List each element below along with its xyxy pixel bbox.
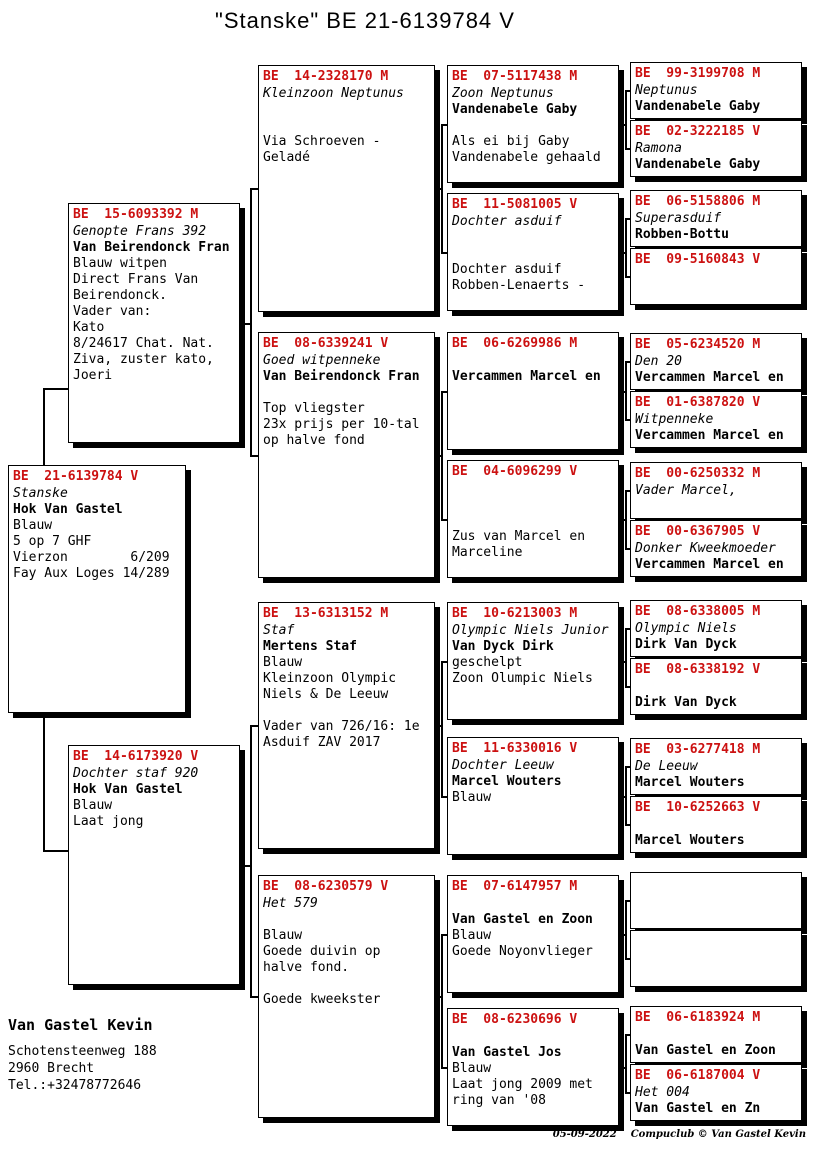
owner-phone: Tel.:+32478772646: [8, 1078, 142, 1093]
pigeon-info-line: [631, 1027, 801, 1043]
pigeon-info-line: Den 20: [635, 354, 682, 369]
pigeon-info-line: Goede Noyonvlieger: [452, 944, 593, 959]
pedigree-box-g5_13: [630, 872, 802, 929]
pigeon-info-line: [448, 497, 618, 513]
pigeon-info-line: Dirk Van Dyck: [635, 637, 737, 652]
pigeon-info-line: Vandenabele gehaald: [452, 150, 601, 165]
pedigree-box-mm: [258, 875, 435, 1118]
pigeon-info-line: Vandenabele Gaby: [635, 157, 761, 172]
pedigree-box-g5_2: [630, 120, 802, 177]
pedigree-box-father: [68, 203, 240, 443]
pigeon-info-line: Blauw: [452, 790, 492, 805]
pigeon-info-line: ring van '08: [452, 1093, 546, 1108]
pigeon-info-line: Goed witpenneke: [263, 353, 381, 368]
ring-number: BE 06-6183924 M: [635, 1010, 761, 1025]
connector-line: [625, 218, 627, 278]
ring-number: BE 15-6093392 M: [73, 207, 199, 222]
ring-number: BE 13-6313152 M: [263, 606, 389, 621]
ring-number: BE 07-6147957 M: [452, 879, 578, 894]
pigeon-info-line: Het 004: [635, 1085, 690, 1100]
pigeon-info-line: Laat jong 2009 met: [452, 1077, 593, 1092]
pedigree-box-g5_14: [630, 930, 802, 987]
pedigree-box-g5_6: [630, 391, 802, 448]
pedigree-box-g5_15: [630, 1006, 802, 1063]
connector-line: [250, 725, 252, 998]
pedigree-box-g5_8: [630, 520, 802, 577]
pigeon-info-line: [448, 896, 618, 912]
pigeon-info-line: Hok Van Gastel: [13, 502, 123, 517]
pigeon-info-line: [448, 353, 618, 369]
connector-line: [250, 996, 258, 998]
pigeon-info-line: Fay Aux Loges 14/289: [13, 566, 170, 581]
owner-block: [8, 1016, 157, 1094]
pedigree-box-g5_5: [630, 333, 802, 390]
pigeon-info-line: Het 579: [263, 896, 318, 911]
connector-line: [625, 900, 627, 960]
pigeon-info-line: Van Beirendonck Fran: [73, 240, 230, 255]
pigeon-info-line: Robben-Lenaerts -: [452, 278, 586, 293]
pigeon-info-line: [259, 102, 434, 118]
connector-line: [625, 361, 627, 421]
pigeon-info-line: Via Schroeven -: [263, 134, 381, 149]
ring-number: BE 08-6230696 V: [452, 1012, 578, 1027]
connector-line: [441, 124, 443, 254]
ring-number: BE 00-6367905 V: [635, 524, 761, 539]
pigeon-info-line: Marcel Wouters: [452, 774, 562, 789]
pigeon-info-line: Blauw: [452, 1061, 492, 1076]
ring-number: BE 04-6096299 V: [452, 464, 578, 479]
pigeon-info-line: Dochter Leeuw: [452, 758, 554, 773]
ring-number: BE 03-6277418 M: [635, 742, 761, 757]
pigeon-info-line: Neptunus: [635, 83, 698, 98]
pigeon-info-line: Van Beirendonck Fran: [263, 369, 420, 384]
pigeon-info-line: Hok Van Gastel: [73, 782, 183, 797]
pigeon-info-line: [259, 703, 434, 719]
connector-line: [625, 766, 627, 826]
pigeon-info-line: 5 op 7 GHF: [13, 534, 92, 549]
pedigree-box-g4_8: [447, 1008, 619, 1126]
pigeon-info-line: Dochter asduif: [452, 262, 562, 277]
ring-number: BE 08-6338192 V: [635, 662, 761, 677]
pigeon-info-line: Blauw witpen: [73, 256, 167, 271]
ring-number: BE 06-6187004 V: [635, 1068, 761, 1083]
pigeon-info-line: Van Gastel Jos: [452, 1045, 562, 1060]
connector-line: [441, 661, 443, 798]
pigeon-info-line: geschelpt: [452, 655, 523, 670]
pigeon-info-line: Blauw: [263, 928, 303, 943]
connector-line: [441, 391, 443, 521]
pedigree-box-g5_16: [630, 1064, 802, 1121]
connector-line: [43, 713, 45, 850]
pigeon-info-line: Marcel Wouters: [635, 775, 745, 790]
pigeon-info-line: 8/24617 Chat. Nat.: [73, 336, 214, 351]
ring-number: BE 00-6250332 M: [635, 466, 761, 481]
pedigree-box-g4_6: [447, 737, 619, 855]
pigeon-info-line: Vercammen Marcel en: [635, 557, 784, 572]
connector-line: [625, 628, 627, 688]
pigeon-info-line: [259, 385, 434, 401]
pigeon-info-line: Donker Kweekmoeder: [635, 541, 776, 556]
pigeon-info-line: Witpenneke: [635, 412, 714, 427]
pigeon-info-line: 23x prijs per 10-tal: [263, 417, 420, 432]
pedigree-box-g5_1: [630, 62, 802, 119]
pigeon-info-line: [448, 118, 618, 134]
pedigree-box-fm: [258, 332, 435, 578]
ring-number: BE 08-6338005 M: [635, 604, 761, 619]
pigeon-info-line: Vercammen Marcel en: [635, 428, 784, 443]
pigeon-info-line: Blauw: [13, 518, 53, 533]
pigeon-info-line: [448, 481, 618, 497]
pigeon-info-line: Ziva, zuster kato,: [73, 352, 214, 367]
pigeon-info-line: Goede kweekster: [263, 992, 381, 1007]
ring-number: BE 05-6234520 M: [635, 337, 761, 352]
ring-number: BE 09-5160843 V: [635, 252, 761, 267]
pedigree-box-g4_4: [447, 460, 619, 578]
pedigree-box-subject: [8, 465, 186, 713]
pigeon-info-line: Kato: [73, 320, 105, 335]
pedigree-box-g5_9: [630, 600, 802, 657]
ring-number: BE 99-3199708 M: [635, 66, 761, 81]
pigeon-info-line: Olympic Niels: [635, 621, 737, 636]
connector-line: [250, 455, 258, 457]
pedigree-box-g4_1: [447, 65, 619, 183]
pigeon-info-line: Niels & De Leeuw: [263, 687, 389, 702]
connector-line: [250, 188, 258, 190]
connector-line: [250, 725, 258, 727]
ring-number: BE 14-6173920 V: [73, 749, 199, 764]
pigeon-info-line: Vandenabele Gaby: [635, 99, 761, 114]
pigeon-info-line: Dochter staf 920: [73, 766, 199, 781]
pigeon-info-line: op halve fond: [263, 433, 365, 448]
pigeon-info-line: De Leeuw: [635, 759, 698, 774]
pigeon-info-line: Zoon Neptunus: [452, 86, 554, 101]
pedigree-box-g5_3: [630, 190, 802, 247]
connector-line: [43, 388, 68, 390]
pigeon-info-line: Vader Marcel,: [635, 483, 737, 498]
pigeon-info-line: Top vliegster: [263, 401, 365, 416]
ring-number: BE 11-5081005 V: [452, 197, 578, 212]
pigeon-info-line: halve fond.: [263, 960, 350, 975]
pigeon-info-line: Als ei bij Gaby: [452, 134, 570, 149]
footer: [553, 1129, 806, 1140]
pigeon-info-line: Van Gastel en Zoon: [452, 912, 593, 927]
pedigree-box-ff: [258, 65, 435, 312]
pigeon-info-line: Kleinzoon Neptunus: [263, 86, 404, 101]
pigeon-info-line: Ramona: [635, 141, 682, 156]
pigeon-info-line: Staf: [263, 623, 295, 638]
connector-line: [625, 1034, 627, 1094]
ring-number: BE 08-6339241 V: [263, 336, 389, 351]
pigeon-info-line: Vandenabele Gaby: [452, 102, 578, 117]
pigeon-info-line: Mertens Staf: [263, 639, 357, 654]
pedigree-box-g4_3: [447, 332, 619, 450]
pigeon-info-line: Zus van Marcel en: [452, 529, 586, 544]
pigeon-info-line: Blauw: [73, 798, 113, 813]
connector-line: [625, 90, 627, 150]
pigeon-info-line: Dochter asduif: [452, 214, 562, 229]
ring-number: BE 10-6213003 M: [452, 606, 578, 621]
pigeon-info-line: [448, 246, 618, 262]
pigeon-info-line: Laat jong: [73, 814, 144, 829]
pigeon-info-line: [259, 118, 434, 134]
pigeon-info-line: [448, 1029, 618, 1045]
connector-line: [250, 188, 252, 457]
pigeon-info-line: Marceline: [452, 545, 523, 560]
pigeon-info-line: Zoon Olumpic Niels: [452, 671, 593, 686]
pigeon-info-line: [448, 230, 618, 246]
pigeon-info-line: [631, 679, 801, 695]
pigeon-info-line: [631, 817, 801, 833]
pigeon-info-line: Vader van:: [73, 304, 152, 319]
page-title: "Stanske" BE 21-6139784 V: [215, 8, 515, 33]
connector-line: [43, 388, 45, 465]
pigeon-info-line: Van Gastel en Zn: [635, 1101, 761, 1116]
pigeon-info-line: Robben-Bottu: [635, 227, 729, 242]
pigeon-info-line: [448, 513, 618, 529]
pigeon-info-line: Direct Frans Van: [73, 272, 199, 287]
pigeon-info-line: Geladé: [263, 150, 310, 165]
pigeon-info-line: Olympic Niels Junior: [452, 623, 609, 638]
pigeon-info-line: Stanske: [13, 486, 68, 501]
pigeon-info-line: Van Gastel en Zoon: [635, 1043, 776, 1058]
pedigree-box-g4_2: [447, 193, 619, 311]
ring-number: BE 21-6139784 V: [13, 469, 139, 484]
owner-address-line1: Schotensteenweg 188: [8, 1044, 157, 1059]
pedigree-box-g5_12: [630, 796, 802, 853]
ring-number: BE 06-5158806 M: [635, 194, 761, 209]
pigeon-info-line: Vercammen Marcel en: [635, 370, 784, 385]
connector-line: [625, 490, 627, 550]
pigeon-info-line: Goede duivin op: [263, 944, 381, 959]
pedigree-box-g5_11: [630, 738, 802, 795]
ring-number: BE 02-3222185 V: [635, 124, 761, 139]
pigeon-info-line: Dirk Van Dyck: [635, 695, 737, 710]
pedigree-box-g5_10: [630, 658, 802, 715]
connector-line: [441, 934, 443, 1069]
connector-line: [43, 850, 68, 852]
ring-number: BE 08-6230579 V: [263, 879, 389, 894]
pedigree-box-mf: [258, 602, 435, 849]
ring-number: BE 14-2328170 M: [263, 69, 389, 84]
ring-number: BE 06-6269986 M: [452, 336, 578, 351]
ring-number: BE 10-6252663 V: [635, 800, 761, 815]
pigeon-info-line: Genopte Frans 392: [73, 224, 207, 239]
pedigree-box-g5_7: [630, 462, 802, 519]
pigeon-info-line: [259, 912, 434, 928]
owner-address-line2: 2960 Brecht: [8, 1061, 95, 1076]
ring-number: BE 11-6330016 V: [452, 741, 578, 756]
owner-name: Van Gastel Kevin: [8, 1016, 153, 1034]
pigeon-info-line: Asduif ZAV 2017: [263, 735, 381, 750]
pigeon-info-line: Blauw: [452, 928, 492, 943]
ring-number: BE 07-5117438 M: [452, 69, 578, 84]
pedigree-box-g5_4: [630, 248, 802, 305]
footer-credit: Compuclub © Van Gastel Kevin: [630, 1129, 806, 1140]
pigeon-info-line: Vierzon 6/209: [13, 550, 170, 565]
ring-number: BE 01-6387820 V: [635, 395, 761, 410]
pigeon-info-line: Beirendonck.: [73, 288, 167, 303]
pigeon-info-line: Blauw: [263, 655, 303, 670]
pigeon-info-line: Joeri: [73, 368, 113, 383]
pigeon-info-line: Superasduif: [635, 211, 722, 226]
pedigree-box-g4_5: [447, 602, 619, 720]
footer-date: 05-09-2022: [552, 1129, 617, 1140]
pigeon-info-line: Van Dyck Dirk: [452, 639, 554, 654]
pedigree-box-g4_7: [447, 875, 619, 993]
pigeon-info-line: Vercammen Marcel en: [452, 369, 601, 384]
pigeon-info-line: Kleinzoon Olympic: [263, 671, 397, 686]
pigeon-info-line: Vader van 726/16: 1e: [263, 719, 420, 734]
pedigree-box-mother: [68, 745, 240, 985]
pigeon-info-line: Marcel Wouters: [635, 833, 745, 848]
pigeon-info-line: [259, 976, 434, 992]
